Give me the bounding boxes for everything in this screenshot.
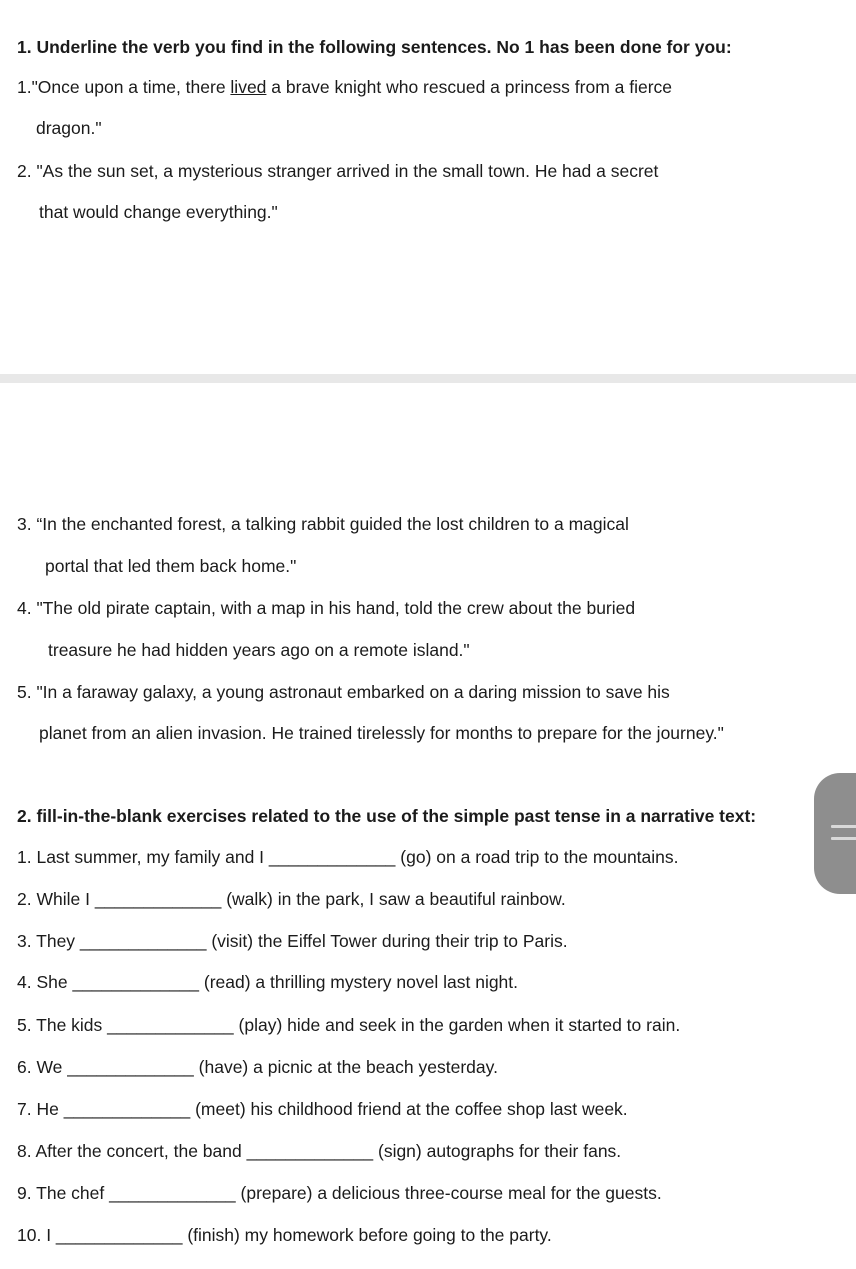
blank-item-6-before: 6. We	[17, 1057, 68, 1077]
blank-item-7-blank[interactable]: _____________	[63, 1099, 191, 1119]
blank-item-8	[17, 1140, 621, 1162]
sentence-1-line2: dragon."	[36, 118, 102, 138]
blank-item-10-blank[interactable]: _____________	[55, 1225, 183, 1245]
blank-item-1-blank[interactable]: _____________	[268, 847, 396, 867]
blank-item-3-blank[interactable]: _____________	[79, 931, 207, 951]
blank-item-2-before: 2. While I	[17, 889, 95, 909]
sentence-2-line1: 2. "As the sun set, a mysterious stranger arrived in the small town. He had a secret	[17, 161, 659, 181]
blank-item-9-after: (prepare) a delicious three-course meal for the guests.	[235, 1183, 662, 1203]
blank-item-10	[17, 1224, 552, 1246]
section1-heading: 1. Underline the verb you find in the following sentences. No 1 has been done for you:	[17, 37, 732, 57]
blank-item-3	[17, 930, 568, 952]
blank-item-7-before: 7. He	[17, 1099, 64, 1119]
blank-item-1-before: 1. Last summer, my family and I	[17, 847, 269, 867]
blank-item-9-blank[interactable]: _____________	[109, 1183, 236, 1203]
blank-item-4	[17, 971, 518, 993]
blank-item-2-blank[interactable]: _____________	[94, 889, 222, 909]
blank-item-3-before: 3. They	[17, 931, 80, 951]
blank-item-1-after: (go) on a road trip to the mountains.	[395, 847, 679, 867]
sentence-4-line1: 4. "The old pirate captain, with a map in his hand, told the crew about the buried	[17, 598, 636, 618]
sentence-3-line1: 3. “In the enchanted forest, a talking rabbit guided the lost children to a magical	[17, 514, 629, 534]
blank-item-2-after: (walk) in the park, I saw a beautiful rainbow.	[221, 889, 566, 909]
blank-item-1	[17, 846, 679, 868]
sentence-4-line2: treasure he had hidden years ago on a remote island."	[48, 640, 470, 660]
blank-item-5-after: (play) hide and seek in the garden when it started to rain.	[233, 1015, 681, 1035]
sentence-1-line1	[17, 76, 672, 98]
sentence-1-verb: lived	[230, 77, 267, 97]
blank-item-3-after: (visit) the Eiffel Tower during their trip to Paris.	[206, 931, 568, 951]
blank-item-7-after: (meet) his childhood friend at the coffee shop last week.	[190, 1099, 628, 1119]
blank-item-8-blank[interactable]: _____________	[246, 1141, 374, 1161]
blank-item-5-before: 5. The kids	[17, 1015, 108, 1035]
blank-item-8-after: (sign) autographs for their fans.	[373, 1141, 622, 1161]
side-menu-tab[interactable]	[814, 773, 856, 894]
blank-item-4-before: 4. She	[17, 972, 73, 992]
blank-item-2	[17, 888, 566, 910]
blank-item-4-after: (read) a thrilling mystery novel last night.	[199, 972, 519, 992]
blank-item-9-before: 9. The chef	[17, 1183, 110, 1203]
blank-item-6-after: (have) a picnic at the beach yesterday.	[193, 1057, 498, 1077]
sentence-5-line2: planet from an alien invasion. He trained tirelessly for months to prepare for the journey."	[39, 723, 724, 743]
sentence-1-after: a brave knight who rescued a princess from a fierce	[266, 77, 673, 97]
blank-item-10-after: (finish) my homework before going to the party.	[182, 1225, 552, 1245]
sentence-2-line2: that would change everything."	[39, 202, 278, 222]
blank-item-7	[17, 1098, 628, 1120]
blank-item-10-before: 10. I	[17, 1225, 56, 1245]
section2-heading: 2. fill-in-the-blank exercises related to the use of the simple past tense in a narrative text:	[17, 806, 757, 826]
page-divider	[0, 374, 856, 383]
sentence-1-before: 1."Once upon a time, there	[17, 77, 231, 97]
sentence-5-line1: 5. "In a faraway galaxy, a young astronaut embarked on a daring mission to save his	[17, 682, 670, 702]
blank-item-5-blank[interactable]: _____________	[107, 1015, 234, 1035]
blank-item-9	[17, 1182, 662, 1204]
blank-item-4-blank[interactable]: _____________	[72, 972, 199, 992]
blank-item-6-blank[interactable]: _____________	[67, 1057, 194, 1077]
blank-item-8-before: 8. After the concert, the band	[17, 1141, 247, 1161]
blank-item-6	[17, 1056, 498, 1078]
blank-item-5	[17, 1014, 680, 1036]
sentence-3-line2: portal that led them back home."	[45, 556, 297, 576]
